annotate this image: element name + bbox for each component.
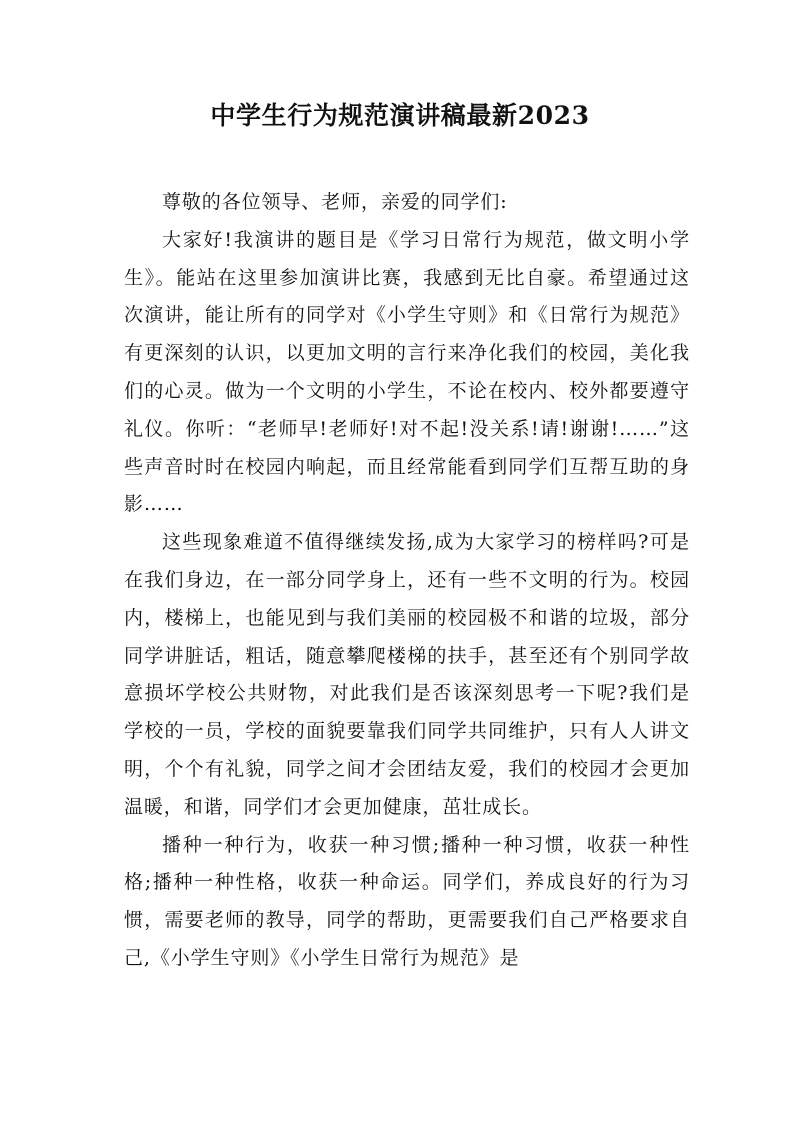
document-body: [124, 184, 690, 978]
paragraph-habits: 播种一种行为，收获一种习惯;播种一种习惯，收获一种性格;播种一种性格，收获一种命运。同学们，养成良好的行为习惯，需要老师的教导，同学的帮助，更需要我们自己严格要求自己,《小学生守则》《小学生日常行为规范》是: [124, 833, 690, 969]
paragraph-reflection: 这些现象难道不值得继续发扬,成为大家学习的榜样吗?可是在我们身边，在一部分同学身上，还有一些不文明的行为。校园内，楼梯上，也能见到与我们美丽的校园极不和谐的垃圾，部分同学讲脏话，粗话，随意攀爬楼梯的扶手，甚至还有个别同学故意损坏学校公共财物，对此我们是否该深刻思考一下呢?我们是学校的一员，学校的面貌要靠我们同学共同维护，只有人人讲文明，个个有礼貌，同学之间才会团结友爱，我们的校园才会更加温暖，和谐，同学们才会更加健康，茁壮成长。: [124, 531, 690, 818]
document-title: 中学生行为规范演讲稿最新2023: [210, 101, 590, 130]
paragraph-introduction: 大家好!我演讲的题目是《学习日常行为规范，做文明小学生》。能站在这里参加演讲比赛，我感到无比自豪。希望通过这次演讲，能让所有的同学对《小学生守则》和《日常行为规范》有更深刻的认识，以更加文明的言行来净化我们的校园，美化我们的心灵。做为一个文明的小学生，不论在校内、校外都要遵守礼仪。你听：“老师早!老师好!对不起!没关系!请!谢谢!……”这些声音时时在校园内响起，而且经常能看到同学们互帮互助的身影……: [124, 228, 690, 516]
paragraph-greeting: 尊敬的各位领导、老师，亲爱的同学们:: [162, 191, 508, 213]
